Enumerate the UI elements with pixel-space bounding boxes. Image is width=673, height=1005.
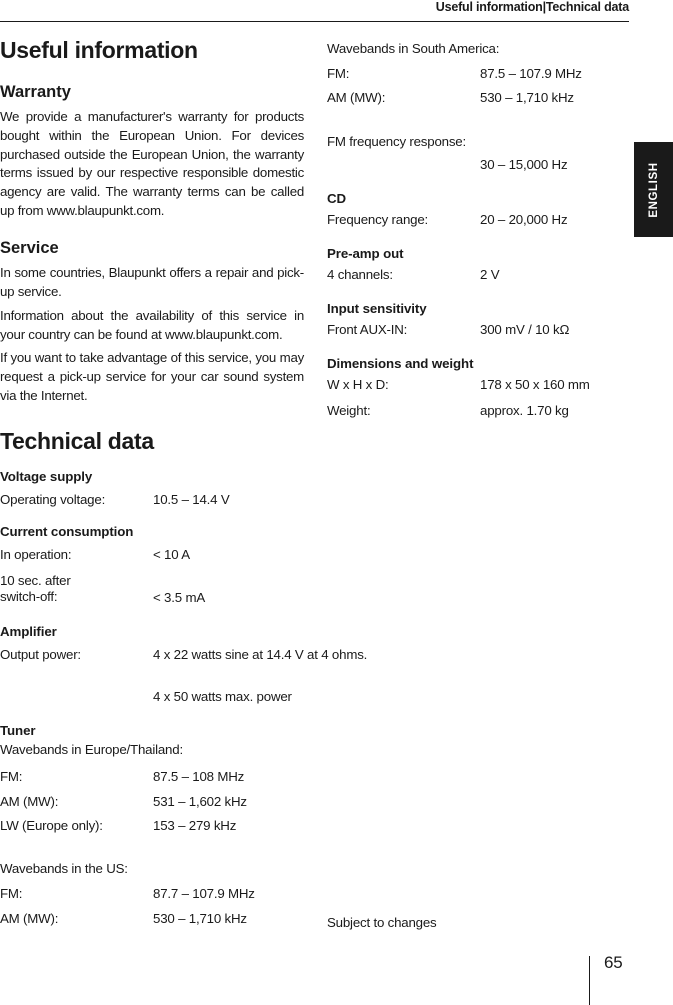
warranty-heading: Warranty — [0, 83, 71, 101]
dimensions-heading: Dimensions and weight — [327, 356, 474, 371]
preamp-channels-value: 2 V — [480, 267, 500, 282]
switch-off-label: 10 sec. after switch-off: — [0, 573, 71, 604]
us-am-value: 530 – 1,710 kHz — [153, 911, 247, 926]
europe-wavebands-title: Wavebands in Europe/Thailand: — [0, 742, 183, 757]
europe-fm-value: 87.5 – 108 MHz — [153, 769, 245, 784]
us-am-label: AM (MW): — [0, 911, 59, 926]
in-operation-value: < 10 A — [153, 547, 190, 562]
aux-in-label: Front AUX-IN: — [327, 322, 408, 337]
south-america-am-value: 530 – 1,710 kHz — [480, 90, 574, 105]
south-america-am-label: AM (MW): — [327, 90, 386, 105]
dimensions-value: 178 x 50 x 160 mm — [480, 377, 590, 392]
output-power-value-max: 4 x 50 watts max. power — [153, 689, 292, 704]
output-power-label: Output power: — [0, 647, 81, 662]
aux-in-value: 300 mV / 10 kΩ — [480, 322, 570, 337]
europe-lw-label: LW (Europe only): — [0, 818, 103, 833]
dimensions-label: W x H x D: — [327, 377, 389, 392]
operating-voltage-value: 10.5 – 14.4 V — [153, 492, 230, 507]
service-paragraph-3: If you want to take advantage of this service, you may request a pick-up service for your car sound system via the Internet. — [0, 350, 304, 403]
header-separator: | — [542, 0, 546, 14]
us-fm-value: 87.7 – 107.9 MHz — [153, 886, 255, 901]
useful-information-title: Useful information — [0, 37, 198, 63]
europe-am-label: AM (MW): — [0, 794, 59, 809]
preamp-channels-label: 4 channels: — [327, 267, 393, 282]
cd-frequency-label: Frequency range: — [327, 212, 429, 227]
operating-voltage-label: Operating voltage: — [0, 492, 106, 507]
language-tab-label: ENGLISH — [647, 161, 660, 218]
switch-off-value: < 3.5 mA — [153, 590, 205, 605]
fm-response-label: FM frequency response: — [327, 134, 466, 149]
header-chapter: Technical data — [545, 0, 629, 14]
south-america-fm-label: FM: — [327, 66, 350, 81]
subject-to-changes: Subject to changes — [327, 915, 437, 930]
us-wavebands-title: Wavebands in the US: — [0, 861, 128, 876]
voltage-supply-heading: Voltage supply — [0, 469, 93, 484]
fm-response-value: 30 – 15,000 Hz — [480, 157, 568, 172]
service-paragraph-1: In some countries, Blaupunkt offers a repair and pick-up service. — [0, 265, 304, 299]
running-header-text — [436, 0, 629, 14]
cd-heading: CD — [327, 191, 347, 206]
weight-value: approx. 1.70 kg — [480, 403, 569, 418]
tuner-heading: Tuner — [0, 723, 36, 738]
warranty-text: We provide a manufacturer's warranty for products bought within the European Union. For devices purchased outside the European Union, the warranty terms issued by our respective responsible domestic agency are valid. The warranty terms can be called up from www.blaupunkt.com. — [0, 109, 304, 218]
output-power-value-sine: 4 x 22 watts sine at 14.4 V at 4 ohms. — [153, 647, 368, 662]
service-paragraph-2: Information about the availability of this service in your country can be found at www.blaupunkt.com. — [0, 308, 304, 342]
language-tab — [634, 142, 673, 237]
footer-rule — [589, 956, 590, 1005]
south-america-fm-value: 87.5 – 107.9 MHz — [480, 66, 582, 81]
preamp-heading: Pre-amp out — [327, 246, 404, 261]
in-operation-label: In operation: — [0, 547, 72, 562]
running-header — [0, 0, 629, 22]
europe-am-value: 531 – 1,602 kHz — [153, 794, 247, 809]
input-sensitivity-heading: Input sensitivity — [327, 301, 427, 316]
cd-frequency-value: 20 – 20,000 Hz — [480, 212, 568, 227]
service-heading: Service — [0, 239, 59, 257]
south-america-wavebands-title: Wavebands in South America: — [327, 41, 500, 56]
current-consumption-heading: Current consumption — [0, 524, 134, 539]
amplifier-heading: Amplifier — [0, 624, 57, 639]
weight-label: Weight: — [327, 403, 371, 418]
us-fm-label: FM: — [0, 886, 23, 901]
page-number: 65 — [604, 953, 623, 972]
europe-fm-label: FM: — [0, 769, 23, 784]
header-section: Useful information — [435, 0, 543, 14]
technical-data-title: Technical data — [0, 428, 154, 454]
europe-lw-value: 153 – 279 kHz — [153, 818, 237, 833]
